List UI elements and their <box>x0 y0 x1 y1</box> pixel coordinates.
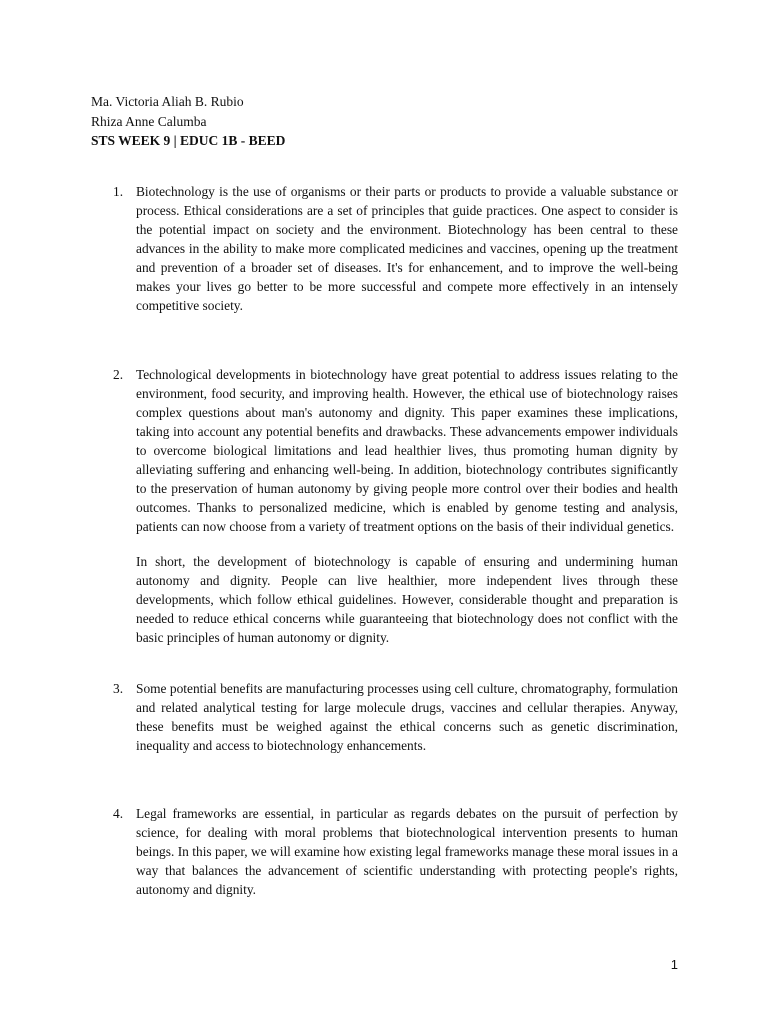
paragraph: In short, the development of biotechnology is capable of ensuring and undermining human autonomy and dignity. People can live healthier, more independent lives through these developments, which follow ethical guidelines. However, considerable thought and preparation is needed to reduce ethical concerns while guaranteeing that biotechnology does not conflict with the basic principles of human autonomy or dignity. <box>136 554 678 645</box>
paragraph: Legal frameworks are essential, in particular as regards debates on the pursuit of perfection by science, for dealing with moral problems that biotechnological intervention presents to human beings. In this paper, we will examine how existing legal frameworks manage these moral issues in a way that balances the advancement of scientific understanding with protecting people's rights, autonomy and dignity. <box>136 806 678 897</box>
list-item-1 <box>113 182 678 315</box>
course-heading: STS WEEK 9 | EDUC 1B - BEED <box>91 133 286 148</box>
list-item-2 <box>113 365 678 647</box>
list-number: 2. <box>113 367 124 382</box>
page-number: 1 <box>670 957 678 972</box>
list-item-3 <box>113 679 678 755</box>
list-number: 1. <box>113 184 124 199</box>
author-name-1: Ma. Victoria Aliah B. Rubio <box>91 94 244 109</box>
paragraph: Technological developments in biotechnology have great potential to address issues relating to the environment, food security, and improving health. However, the ethical use of biotechnology raises complex questions about man's autonomy and dignity. This paper examines these implications, taking into account any potential benefits and drawbacks. These advancements empower individuals to overcome biological limitations and lead healthier lives, thus promoting human dignity by alleviating suffering and enhancing well-being. In addition, biotechnology contributes significantly to the preservation of human autonomy by giving people more control over their bodies and health outcomes. Thanks to personalized medicine, which is enabled by genome testing and analysis, patients can now choose from a variety of treatment options on the basis of their individual genetics. <box>136 367 678 534</box>
list-item-4 <box>113 804 678 899</box>
list-number: 3. <box>113 681 124 696</box>
document-header <box>91 92 285 151</box>
paragraph: Biotechnology is the use of organisms or their parts or products to provide a valuable substance or process. Ethical considerations are a set of principles that guide practices. One aspect to consider is the potential impact on society and the environment. Biotechnology has been central to these advances in the ability to make more complicated medicines and vaccines, opening up the treatment and prevention of a broader set of diseases. It's for enhancement, and to improve the well-being makes your lives go better to be more successful and compete more effectively in an intensely competitive society. <box>136 184 678 313</box>
author-name-2: Rhiza Anne Calumba <box>91 113 207 129</box>
list-number: 4. <box>113 806 124 821</box>
paragraph: Some potential benefits are manufacturing processes using cell culture, chromatography, formulation and related analytical testing for large molecule drugs, vaccines and cellular therapies. Anyway, these benefits must be weighed against the ethical concerns such as genetic discrimination, inequality and access to biotechnology enhancements. <box>136 681 678 753</box>
